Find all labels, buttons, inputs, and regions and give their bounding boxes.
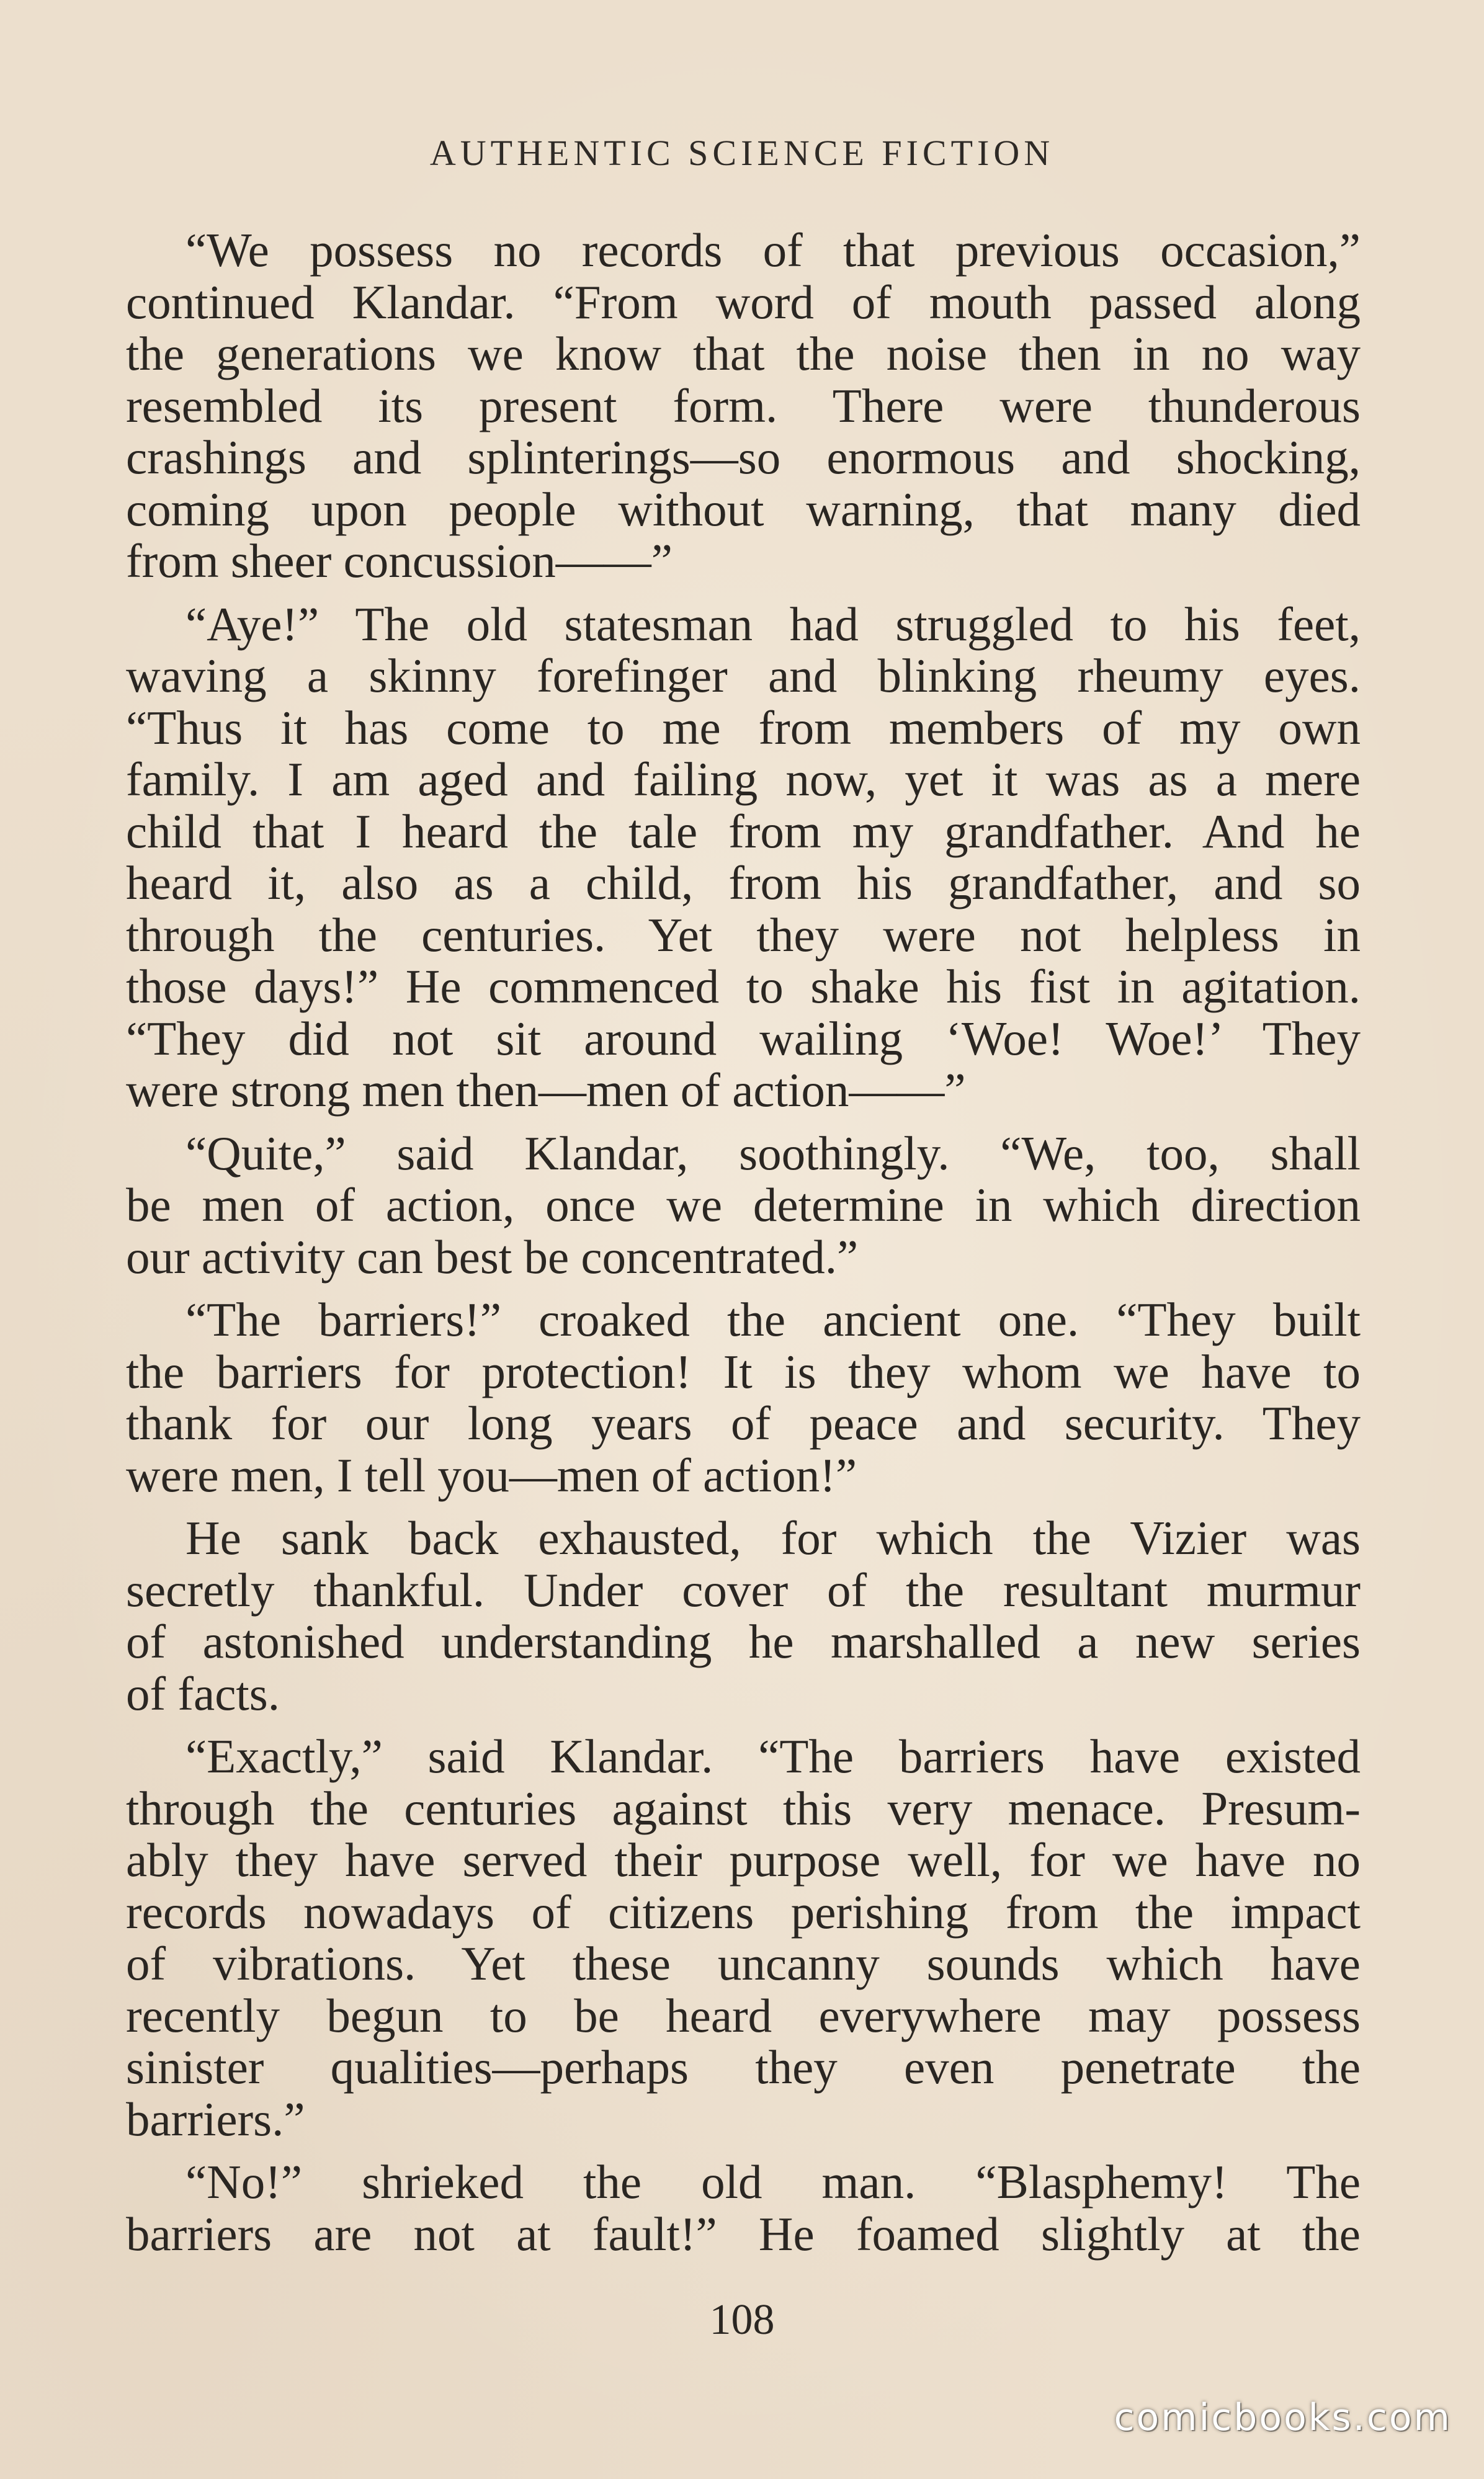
text-line: the barriers for protection! It is they whom we have to <box>126 1344 1361 1398</box>
text-line: our activity can best be concentrated.” <box>126 1230 859 1284</box>
watermark-logo: comicbooks.com <box>1114 2396 1452 2439</box>
text-line: “The barriers!” croaked the ancient one. “They built <box>186 1293 1361 1346</box>
text-line: of facts. <box>126 1666 280 1720</box>
text-line: recently begun to be heard everywhere may possess <box>126 1988 1361 2042</box>
paragraph <box>126 1731 1361 2145</box>
text-line: thank for our long years of peace and security. They <box>126 1396 1361 1450</box>
text-line: of vibrations. Yet these uncanny sounds which have <box>126 1937 1361 1990</box>
running-head: AUTHENTIC SCIENCE FICTION <box>429 133 1055 173</box>
paragraph <box>126 225 1361 587</box>
text-line: crashings and splinterings—so enormous and shocking, <box>126 431 1361 484</box>
text-line: records nowadays of citizens perishing from the impact <box>126 1885 1361 1939</box>
text-line: heard it, also as a child, from his grandfather, and so <box>126 856 1361 909</box>
text-line: were strong men then—men of action——” <box>126 1063 966 1117</box>
text-line: “We possess no records of that previous occasion,” <box>186 223 1361 277</box>
text-line: through the centuries against this very menace. Presum- <box>126 1781 1361 1835</box>
text-line: child that I heard the tale from my grandfather. And he <box>126 804 1361 858</box>
text-line: coming upon people without warning, that many died <box>126 482 1361 536</box>
text-line: barriers are not at fault!” He foamed slightly at the <box>126 2207 1361 2261</box>
body-text <box>126 225 1361 2271</box>
text-line: through the centuries. Yet they were not helpless in <box>126 908 1361 962</box>
text-line: from sheer concussion——” <box>126 534 673 587</box>
text-line: ably they have served their purpose well, for we have no <box>126 1833 1361 1887</box>
text-line: barriers.” <box>126 2092 305 2146</box>
page-number: 108 <box>709 2296 775 2344</box>
text-line: waving a skinny forefinger and blinking rheumy eyes. <box>126 649 1361 702</box>
text-line: those days!” He commenced to shake his fist in agitation. <box>126 960 1361 1013</box>
text-line: “Quite,” said Klandar, soothingly. “We, too, shall <box>186 1126 1361 1180</box>
text-line: of astonished understanding he marshalled a new series <box>126 1615 1361 1668</box>
text-line: secretly thankful. Under cover of the resultant murmur <box>126 1563 1361 1617</box>
paragraph <box>126 599 1361 1117</box>
text-line: family. I am aged and failing now, yet it was as a mere <box>126 753 1361 806</box>
text-line: “Aye!” The old statesman had struggled to his feet, <box>186 597 1361 651</box>
paragraph <box>126 2156 1361 2260</box>
text-line: “Thus it has come to me from members of my own <box>126 700 1361 754</box>
paragraph <box>126 1294 1361 1501</box>
text-line: the generations we know that the noise then in no way <box>126 327 1361 380</box>
text-line: He sank back exhausted, for which the Vizier was <box>186 1511 1361 1565</box>
text-line: “No!” shrieked the old man. “Blasphemy! The <box>186 2155 1361 2209</box>
paragraph <box>126 1128 1361 1284</box>
paragraph <box>126 1512 1361 1720</box>
text-line: be men of action, once we determine in which direction <box>126 1178 1361 1231</box>
text-line: were men, I tell you—men of action!” <box>126 1448 857 1502</box>
text-line: resembled its present form. There were thunderous <box>126 378 1361 432</box>
text-line: “They did not sit around wailing ‘Woe! Woe!’ They <box>126 1011 1361 1065</box>
text-line: continued Klandar. “From word of mouth passed along <box>126 275 1361 329</box>
text-line: “Exactly,” said Klandar. “The barriers have existed <box>186 1730 1361 1783</box>
text-line: sinister qualities—perhaps they even penetrate the <box>126 2040 1361 2094</box>
